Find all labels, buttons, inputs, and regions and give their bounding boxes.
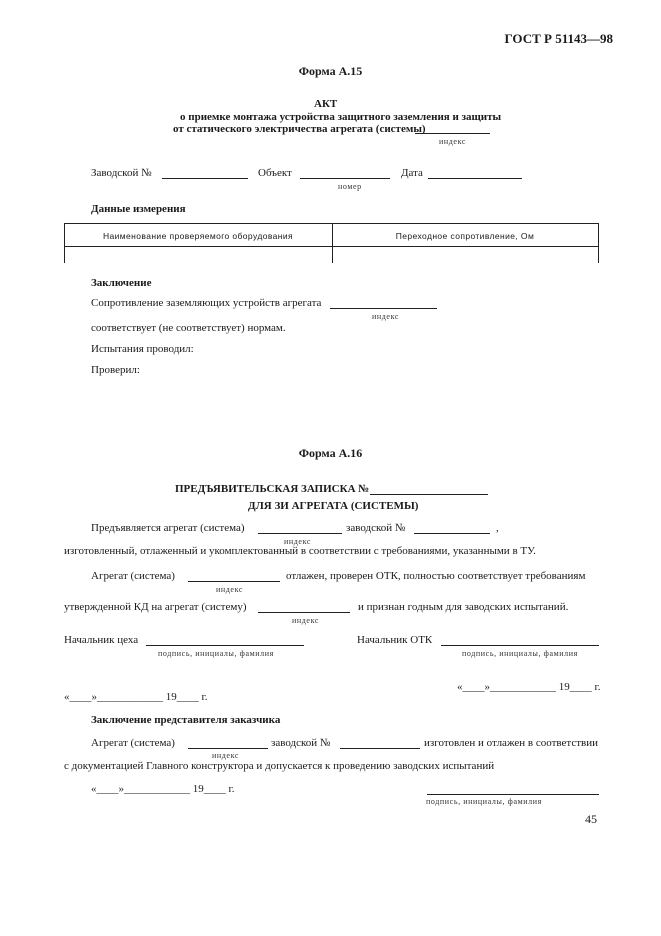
resistance-index-field[interactable]	[330, 308, 437, 309]
conclusion-heading: Заключение	[91, 277, 152, 289]
table-header-equipment: Наименование проверяемого оборудования	[102, 231, 294, 241]
date-label: Дата	[401, 167, 423, 179]
resistance-index-caption: индекс	[372, 312, 400, 321]
p5-index-field[interactable]	[188, 748, 268, 749]
p5-text-a: Агрегат (система)	[91, 737, 175, 749]
customer-sign-caption: подпись, инициалы, фамилия	[426, 797, 542, 806]
note-number-field[interactable]	[370, 494, 488, 495]
form-a15-title: Форма А.15	[298, 64, 363, 78]
p1-text-b: заводской №	[346, 522, 406, 534]
date-field[interactable]	[428, 178, 522, 179]
p4-text-b: и признан годным для заводских испытаний.	[358, 601, 569, 613]
p3-text-b: отлажен, проверен ОТК, полностью соответствует требованиям	[286, 570, 586, 582]
p3-text-a: Агрегат (система)	[91, 570, 175, 582]
p4-index-caption: индекс	[292, 616, 320, 625]
p1-serial-field[interactable]	[414, 533, 490, 534]
date-right: «____»____________ 19____ г.	[457, 681, 601, 693]
date-bottom: «____»____________ 19____ г.	[91, 783, 235, 795]
otk-head-sign-caption: подпись, инициалы, фамилия	[462, 649, 578, 658]
object-field[interactable]	[300, 178, 390, 179]
p4-index-field[interactable]	[258, 612, 350, 613]
act-line-2: от статического электричества агрегата (системы)	[173, 123, 426, 135]
customer-sign-field[interactable]	[427, 794, 599, 795]
p6-text: с документацией Главного конструктора и допускается к проведению заводских испытаний	[64, 760, 495, 772]
act-heading: АКТ	[314, 98, 338, 110]
table-header-resistance: Переходное сопротивление, Ом	[395, 231, 535, 241]
p3-index-field[interactable]	[188, 581, 280, 582]
customer-heading: Заключение представителя заказчика	[91, 714, 281, 726]
serial-field[interactable]	[162, 178, 248, 179]
shop-head-label: Начальник цеха	[64, 634, 139, 646]
p5-serial-field[interactable]	[340, 748, 420, 749]
page-number: 45	[585, 812, 597, 826]
date-left: «____»____________ 19____ г.	[64, 691, 208, 703]
p1-index-field[interactable]	[258, 533, 342, 534]
serial-label: Заводской №	[91, 167, 152, 179]
measurements-heading: Данные измерения	[91, 203, 186, 215]
form-a16-title: Форма А.16	[298, 446, 363, 460]
p4-text-a: утвержденной КД на агрегат (систему)	[64, 601, 247, 613]
table-right-border	[598, 223, 599, 263]
p3-index-caption: индекс	[216, 585, 244, 594]
table-column-divider	[332, 223, 333, 263]
p1-text-a: Предъявляется агрегат (система)	[91, 522, 245, 534]
object-caption: номер	[338, 182, 362, 191]
act-index-caption: индекс	[439, 137, 467, 146]
complies-text: соответствует (не соответствует) нормам.	[91, 322, 286, 334]
shop-head-sign-field[interactable]	[146, 645, 304, 646]
tested-by-label: Испытания проводил:	[91, 343, 194, 355]
checked-by-label: Проверил:	[91, 364, 140, 376]
p1-text-c: ,	[496, 522, 499, 534]
object-label: Объект	[258, 167, 292, 179]
p5-text-c: изготовлен и отлажен в соответствии	[424, 737, 599, 749]
act-index-line[interactable]	[415, 133, 490, 134]
measurements-table	[64, 223, 599, 263]
resistance-text: Сопротивление заземляющих устройств агрегата	[91, 297, 322, 309]
p5-index-caption: индекс	[212, 751, 240, 760]
shop-head-sign-caption: подпись, инициалы, фамилия	[158, 649, 274, 658]
p2-text: изготовленный, отлаженный и укомплектованный в соответствии с требованиями, указанными в ТУ.	[64, 545, 536, 557]
otk-head-sign-field[interactable]	[441, 645, 599, 646]
note-subheading: ДЛЯ ЗИ АГРЕГАТА (СИСТЕМЫ)	[248, 500, 419, 512]
otk-head-label: Начальник ОТК	[357, 634, 433, 646]
p5-text-b: заводской №	[271, 737, 331, 749]
standard-code: ГОСТ Р 51143—98	[504, 31, 613, 46]
note-heading: ПРЕДЪЯВИТЕЛЬСКАЯ ЗАПИСКА №	[175, 483, 370, 495]
table-left-border	[64, 223, 65, 263]
p1-index-caption: индекс	[284, 537, 312, 546]
act-line-1: о приемке монтажа устройства защитного заземления и защиты	[180, 111, 502, 123]
